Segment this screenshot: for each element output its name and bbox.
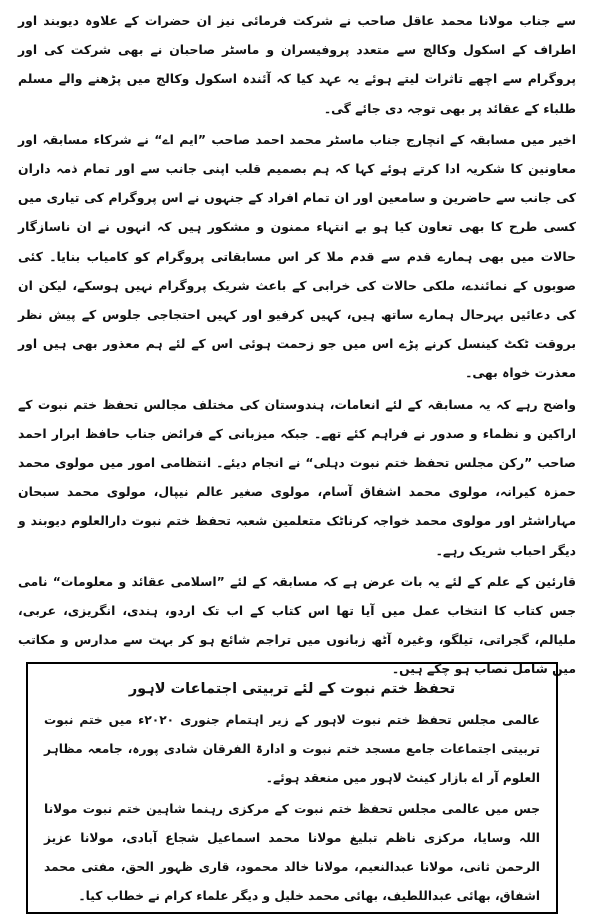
article-body <box>18 6 576 686</box>
news-box-paragraph: عالمی مجلس تحفظ ختم نبوت لاہور کے زیر اہتمام جنوری ۲۰۲۰ء میں ختم نبوت تربیتی اجتماعات جامع مسجد ختم نبوت و ادارۃ الفرقان شادی پورہ، جامعہ مظاہر العلوم آر اے بازار کینٹ لاہور میں منعقد ہوئے۔ <box>44 713 541 785</box>
news-box-body <box>44 706 540 911</box>
article-paragraph: واضح رہے کہ یہ مسابقہ کے لئے انعامات، ہندوستان کی مختلف مجالس تحفظ ختم نبوت کے اراکین و نظماء و صدور نے فراہم کئے تھے۔ جبکہ میزبانی کے فرائض جناب حافظ ابرار احمد صاحب ”رکن مجلس تحفظ ختم نبوت دہلی“ نے انجام دیئے۔ انتظامی امور میں مولوی محمد حمزہ کیرانہ، مولوی محمد اشفاق آسام، مولوی صغیر عالم نیپال، مولوی محمد سبحان مہاراشٹر اور مولوی محمد خواجہ کرناٹک متعلمین شعبہ تحفظ ختم نبوت دارالعلوم دیوبند و دیگر احباب شریک رہے۔ <box>18 396 576 558</box>
article-paragraph: قارئین کے علم کے لئے یہ بات عرض ہے کہ مسابقہ کے لئے ”اسلامی عقائد و معلومات“ نامی جس کتاب کا انتخاب عمل میں آیا تھا اس کتاب کے اب تک اردو، ہندی، انگریزی، عربی، ملیالم، گجراتی، تیلگو، وغیرہ آٹھ زبانوں میں تراجم شائع ہو کر بہت سے مدارس و مکاتب میں شامل نصاب ہو چکے ہیں۔ <box>18 573 576 677</box>
news-box <box>26 662 558 914</box>
news-box-title: تحفظ ختم نبوت کے لئے تربیتی اجتماعات لاہور <box>128 681 456 697</box>
article-paragraph: سے جناب مولانا محمد عاقل صاحب نے شرکت فرمائی نیز ان حضرات کے علاوہ دیوبند اور اطراف کے اسکول وکالج سے متعدد پروفیسران و ماسٹر صاحبان نے بھی شرکت کی اور پروگرام سے اچھے تاثرات لیتے ہوئے یہ عہد کیا کہ آئندہ اسکول وکالج میں پڑھنے والے مسلم طلباء کے عقائد پر بھی توجہ دی جائے گی۔ <box>18 13 576 116</box>
news-box-paragraph: جس میں عالمی مجلس تحفظ ختم نبوت کے مرکزی رہنما شاہین ختم نبوت مولانا اللہ وسایا، مرکزی ناظم تبلیغ مولانا محمد اسماعیل شجاع آبادی، مولانا عزیز الرحمن ثانی، مولانا عبدالنعیم، مولانا خالد محمود، قاری ظہور الحق، مفتی محمد اشفاق، بھائی عبداللطیف، بھائی محمد خلیل و دیگر علماء کرام نے خطاب کیا۔ <box>44 802 540 903</box>
article-paragraph: اخیر میں مسابقہ کے انچارج جناب ماسٹر محمد احمد صاحب ”ایم اے“ نے شرکاء مسابقہ اور معاونین کا شکریہ ادا کرتے ہوئے کہا کہ ہم بصمیم قلب اپنی جانب سے اور تمام ذمہ داران کی جانب سے حاضرین و سامعین اور ان تمام افراد کے جنہوں نے اس پروگرام کی تیاری میں کسی طرح کا بھی تعاون کیا ہو بے انتہاء ممنون و مشکور ہیں کہ انہوں نے ان ناسازگار حالات میں بھی ہمارے قدم سے قدم ملا کر اس مسابقاتی پروگرام کو کامیاب بنایا۔ کئی صوبوں کے نمائندے، ملکی حالات کی خرابی کے باعث شریک پروگرام نہیں ہوسکے، لیکن ان کی دعائیں بہرحال ہمارے ساتھ ہیں، کہیں کرفیو اور کہیں احتجاجی جلوس کے پیش نظر بروقت ٹکٹ کینسل کرنے پڑے اس میں جو زحمت ہوئی اس کے لئے ہم معذور بھی ہیں اور معذرت خواہ بھی۔ <box>18 131 576 381</box>
